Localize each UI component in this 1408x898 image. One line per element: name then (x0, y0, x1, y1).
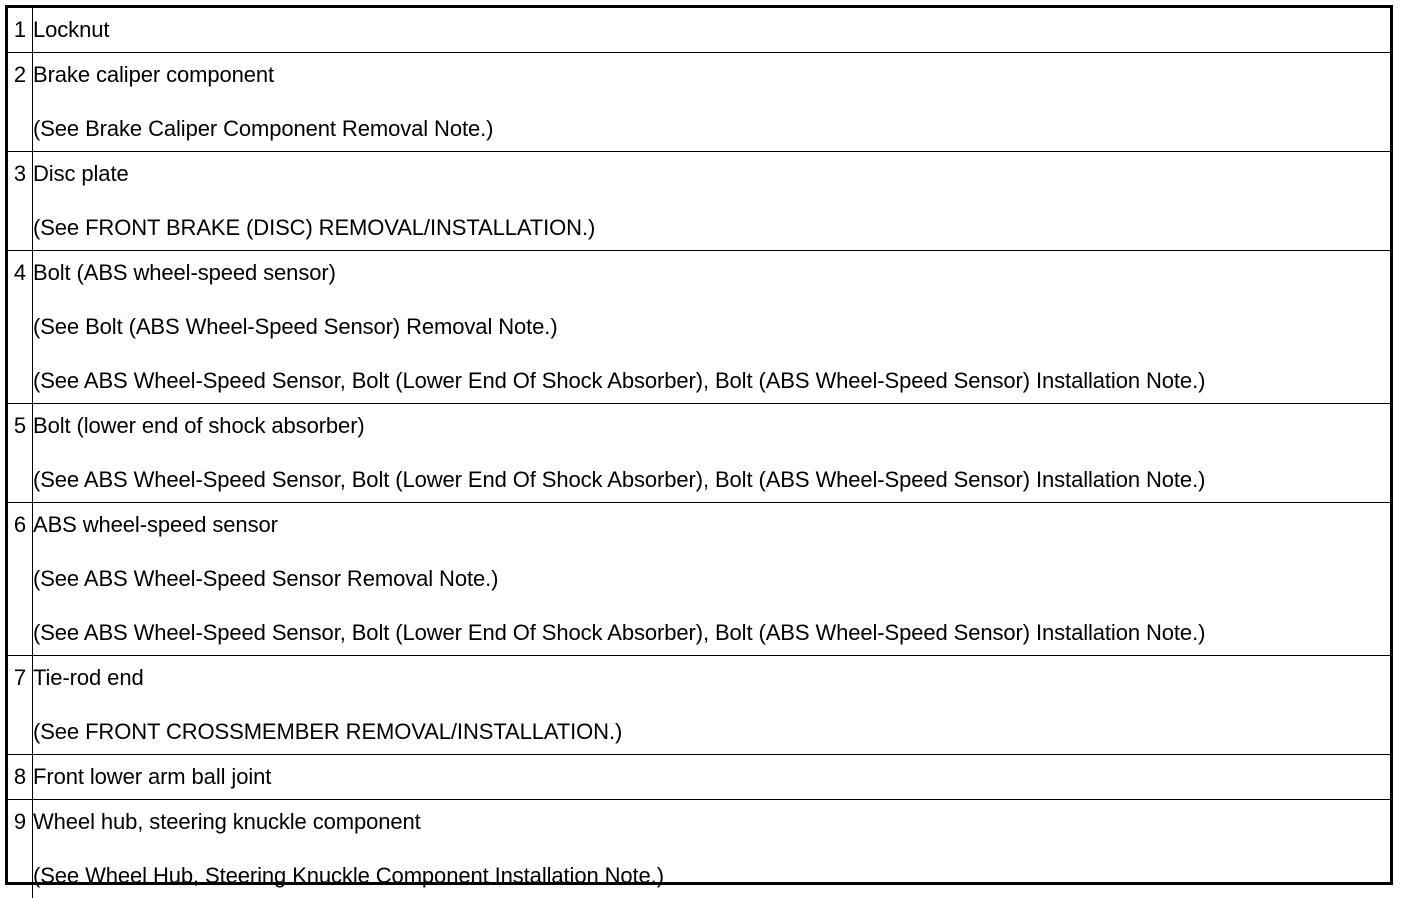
reference-note: (See FRONT BRAKE (DISC) REMOVAL/INSTALLATION.) (33, 206, 1390, 250)
table-row (8, 8, 1390, 53)
item-description (33, 503, 1391, 656)
item-number: 7 (8, 656, 33, 755)
item-number: 8 (8, 755, 33, 800)
reference-note: (See ABS Wheel-Speed Sensor, Bolt (Lower End Of Shock Absorber), Bolt (ABS Wheel-Speed Sensor) Installation Note.) (33, 611, 1390, 655)
item-number: 5 (8, 404, 33, 503)
item-description (33, 8, 1391, 53)
item-number: 3 (8, 152, 33, 251)
part-name: Disc plate (33, 152, 1390, 196)
parts-table-frame (5, 5, 1393, 885)
item-description (33, 152, 1391, 251)
item-description (33, 53, 1391, 152)
reference-note: (See ABS Wheel-Speed Sensor, Bolt (Lower End Of Shock Absorber), Bolt (ABS Wheel-Speed Sensor) Installation Note.) (33, 359, 1390, 403)
parts-table (8, 8, 1390, 898)
part-name: Front lower arm ball joint (33, 755, 1390, 799)
item-number: 6 (8, 503, 33, 656)
part-name: Locknut (33, 8, 1390, 52)
part-name: Tie-rod end (33, 656, 1390, 700)
reference-note: (See FRONT CROSSMEMBER REMOVAL/INSTALLATION.) (33, 710, 1390, 754)
part-name: Wheel hub, steering knuckle component (33, 800, 1390, 844)
reference-note: (See Bolt (ABS Wheel-Speed Sensor) Removal Note.) (33, 305, 1390, 349)
part-name: Bolt (ABS wheel-speed sensor) (33, 251, 1390, 295)
table-row (8, 800, 1390, 898)
table-row (8, 251, 1390, 404)
part-name: ABS wheel-speed sensor (33, 503, 1390, 547)
item-number: 1 (8, 8, 33, 53)
table-row (8, 656, 1390, 755)
part-name: Bolt (lower end of shock absorber) (33, 404, 1390, 448)
item-description (33, 800, 1391, 898)
item-number: 2 (8, 53, 33, 152)
item-description (33, 656, 1391, 755)
table-row (8, 503, 1390, 656)
reference-note: (See ABS Wheel-Speed Sensor, Bolt (Lower End Of Shock Absorber), Bolt (ABS Wheel-Speed Sensor) Installation Note.) (33, 458, 1390, 502)
item-description (33, 755, 1391, 800)
part-name: Brake caliper component (33, 53, 1390, 97)
item-number: 9 (8, 800, 33, 898)
reference-note: (See ABS Wheel-Speed Sensor Removal Note.) (33, 557, 1390, 601)
item-description (33, 251, 1391, 404)
item-description (33, 404, 1391, 503)
table-row (8, 404, 1390, 503)
reference-note: (See Brake Caliper Component Removal Note.) (33, 107, 1390, 151)
reference-note: (See Wheel Hub, Steering Knuckle Component Installation Note.) (33, 854, 1390, 898)
table-row (8, 152, 1390, 251)
table-row (8, 53, 1390, 152)
table-row (8, 755, 1390, 800)
item-number: 4 (8, 251, 33, 404)
